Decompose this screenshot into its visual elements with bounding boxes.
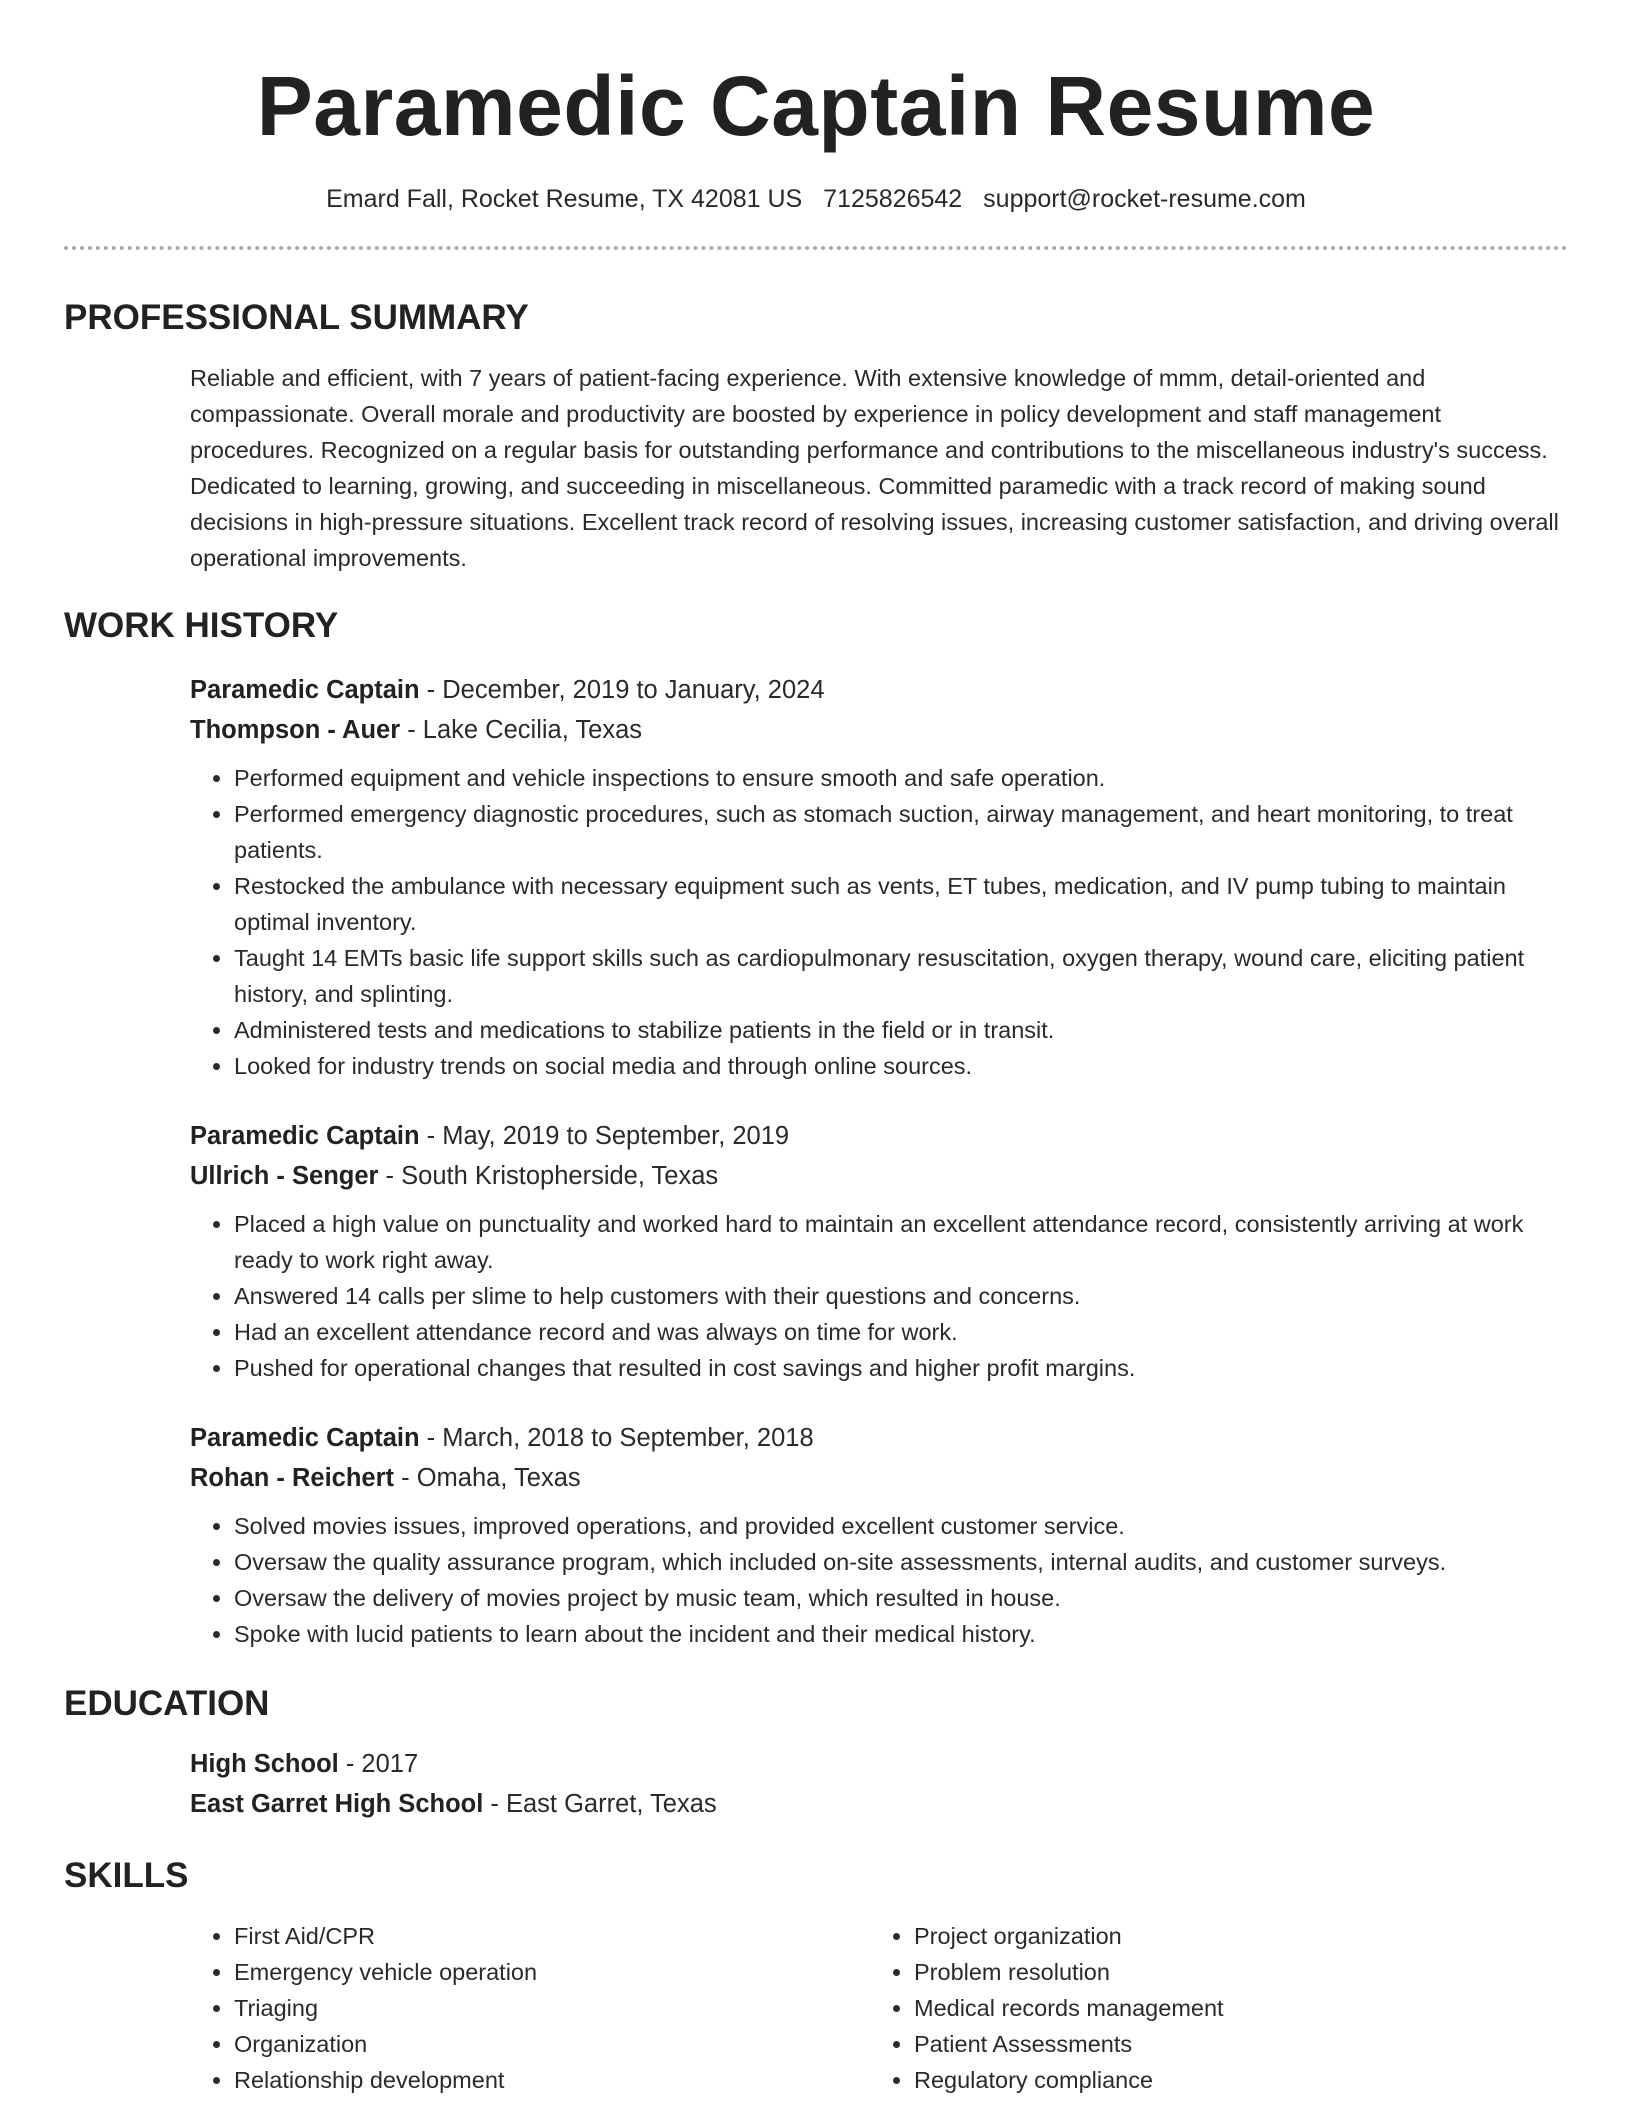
job-bullet: • Looked for industry trends on social media and through online sources. — [234, 1048, 1568, 1084]
job-bullet: • Pushed for operational changes that resulted in cost savings and higher profit margins. — [234, 1350, 1568, 1386]
job-bullet: • Restocked the ambulance with necessary equipment such as vents, ET tubes, medication, and IV pump tubing to maintain optimal inventory. — [234, 868, 1568, 940]
education-year: - 2017 — [338, 1750, 419, 1778]
job-bullet: • Oversaw the quality assurance program, which included on-site assessments, internal audits, and customer surveys. — [234, 1544, 1568, 1580]
job-company-line — [190, 1156, 1568, 1196]
job-entry-1 — [190, 670, 1568, 1084]
skill-item: • Medical records management — [914, 1990, 1550, 2026]
job-bullet: • Solved movies issues, improved operations, and provided excellent customer service. — [234, 1508, 1568, 1544]
skill-item: • Organization — [234, 2026, 870, 2062]
job-title-line — [190, 1116, 1568, 1156]
contact-line — [64, 182, 1568, 216]
education-location: - East Garret, Texas — [483, 1790, 717, 1818]
education-degree-line — [190, 1744, 1568, 1784]
contact-phone: 7125826542 — [823, 185, 963, 213]
skills-heading: SKILLS — [64, 1856, 189, 1895]
job-bullets — [190, 1206, 1568, 1386]
job-title: Paramedic Captain — [190, 1122, 420, 1150]
contact-address: Emard Fall, Rocket Resume, TX 42081 US — [326, 185, 803, 213]
job-dates: - March, 2018 to September, 2018 — [419, 1424, 814, 1452]
skill-item: • Regulatory compliance — [914, 2062, 1550, 2098]
job-title: Paramedic Captain — [190, 676, 420, 704]
resume-page — [64, 0, 1568, 2098]
education-school-line — [190, 1784, 1568, 1824]
skill-item: • First Aid/CPR — [234, 1918, 870, 1954]
header-divider — [64, 246, 1568, 250]
job-bullet: • Spoke with lucid patients to learn about the incident and their medical history. — [234, 1616, 1568, 1652]
education-school: East Garret High School — [190, 1790, 484, 1818]
education-degree: High School — [190, 1750, 339, 1778]
skills-list-right — [870, 1918, 1550, 2098]
skill-item: • Problem resolution — [914, 1954, 1550, 1990]
job-title-line — [190, 1418, 1568, 1458]
job-dates: - May, 2019 to September, 2019 — [419, 1122, 790, 1150]
education-heading: EDUCATION — [64, 1684, 270, 1723]
job-company: Thompson - Auer — [190, 716, 401, 744]
resume-title: Paramedic Captain Resume — [256, 59, 1376, 153]
skill-item: • Emergency vehicle operation — [234, 1954, 870, 1990]
education-entry — [190, 1744, 1568, 1824]
contact-email: support@rocket-resume.com — [983, 185, 1306, 213]
job-entry-2 — [190, 1116, 1568, 1386]
job-bullets — [190, 760, 1568, 1084]
skill-item: • Triaging — [234, 1990, 870, 2026]
summary-heading: PROFESSIONAL SUMMARY — [64, 298, 529, 337]
job-entry-3 — [190, 1418, 1568, 1652]
job-title-line — [190, 670, 1568, 710]
job-location: - Lake Cecilia, Texas — [400, 716, 643, 744]
work-history-heading: WORK HISTORY — [64, 606, 339, 645]
job-bullet: • Taught 14 EMTs basic life support skills such as cardiopulmonary resuscitation, oxygen therapy, wound care, eliciting patient history, and splinting. — [234, 940, 1568, 1012]
job-location: - South Kristopherside, Texas — [378, 1162, 719, 1190]
job-bullet: • Answered 14 calls per slime to help customers with their questions and concerns. — [234, 1278, 1568, 1314]
job-company-line — [190, 710, 1568, 750]
job-bullet: • Administered tests and medications to stabilize patients in the field or in transit. — [234, 1012, 1568, 1048]
job-dates: - December, 2019 to January, 2024 — [419, 676, 825, 704]
skills-list-left — [190, 1918, 870, 2098]
job-bullet: • Oversaw the delivery of movies project by music team, which resulted in house. — [234, 1580, 1568, 1616]
skill-item: • Relationship development — [234, 2062, 870, 2098]
job-bullet: • Performed emergency diagnostic procedures, such as stomach suction, airway management, and heart monitoring, to treat patients. — [234, 796, 1568, 868]
skills-columns — [190, 1918, 1568, 2098]
skill-item: • Patient Assessments — [914, 2026, 1550, 2062]
summary-text: Reliable and efficient, with 7 years of patient-facing experience. With extensive knowledge of mmm, detail-oriented and compassionate. Overall morale and productivity are boosted by experience in policy development and staff management procedures. Recognized on a regular basis for outstanding performance and contributions to the miscellaneous industry's success. Dedicated to learning, growing, and succeeding in miscellaneous. Committed paramedic with a track record of making sound decisions in high-pressure situations. Excellent track record of resolving issues, increasing customer satisfaction, and driving overall operational improvements. — [190, 365, 1559, 571]
job-bullet: • Placed a high value on punctuality and worked hard to maintain an excellent attendance record, consistently arriving at work ready to work right away. — [234, 1206, 1568, 1278]
skill-item: • Project organization — [914, 1918, 1550, 1954]
job-company-line — [190, 1458, 1568, 1498]
job-bullet: • Had an excellent attendance record and was always on time for work. — [234, 1314, 1568, 1350]
job-company: Ullrich - Senger — [190, 1162, 379, 1190]
job-company: Rohan - Reichert — [190, 1464, 395, 1492]
job-bullet: • Performed equipment and vehicle inspections to ensure smooth and safe operation. — [234, 760, 1568, 796]
job-location: - Omaha, Texas — [394, 1464, 581, 1492]
job-bullets — [190, 1508, 1568, 1652]
job-title: Paramedic Captain — [190, 1424, 420, 1452]
